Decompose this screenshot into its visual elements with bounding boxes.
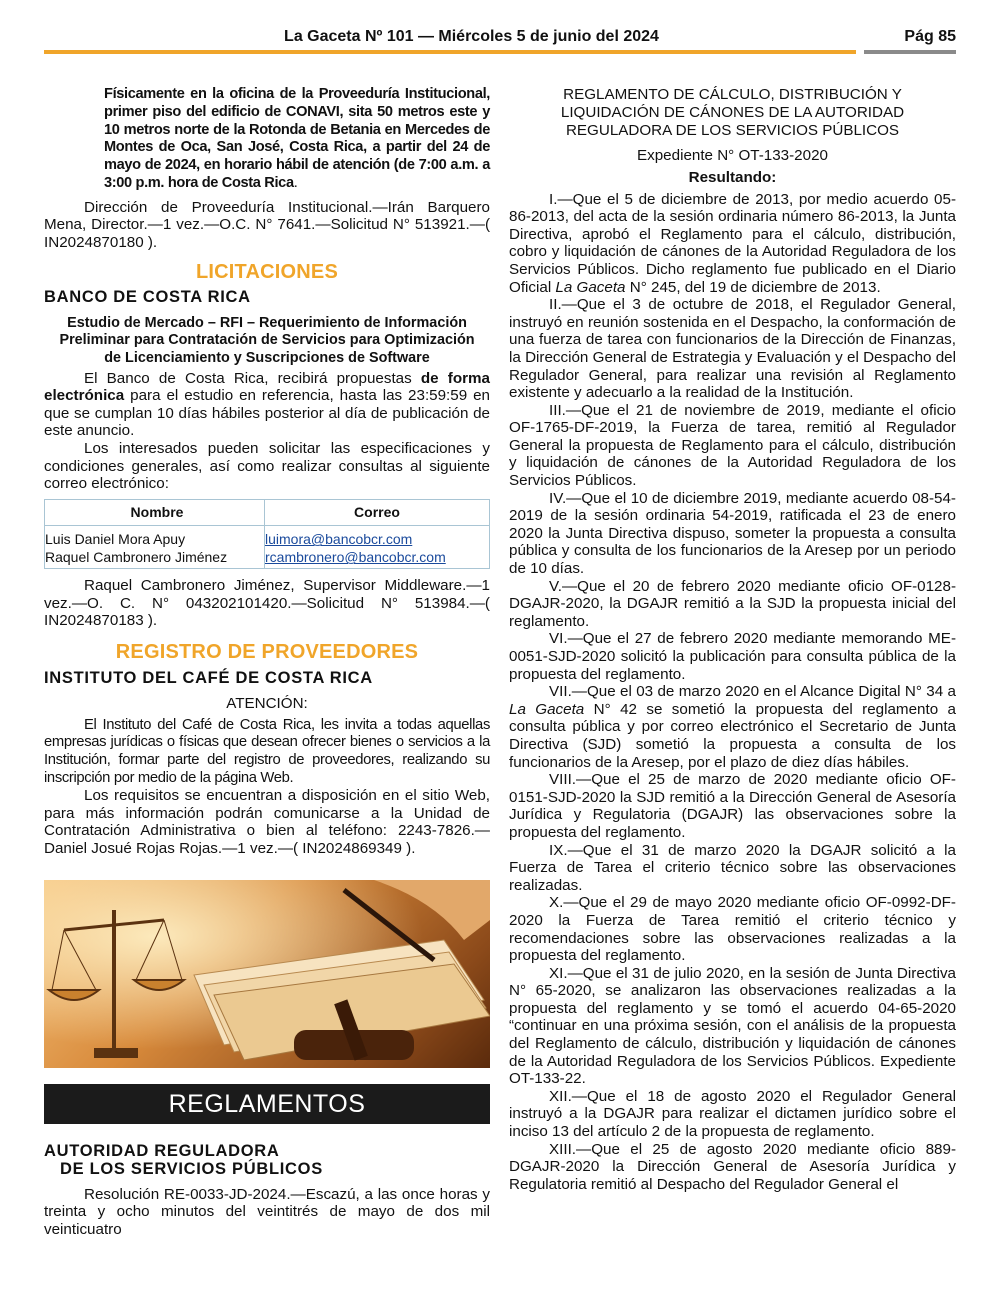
icafe-paragraph-2: Los requisitos se encuentran a disposición en el sitio Web, para más información podrán comunicarse a la Unidad de Contratación Administrativa o bien al teléfono: 2243-7826.—Daniel Josué Rojas Rojas.—1 vez.—( IN2024869349 ). — [44, 787, 490, 857]
resultando-viii: VIII.—Que el 25 de marzo de 2020 mediante oficio OF-0151-SJD-2020 la SJD remitió a la Dirección General de Asesoría Jurídica y Regulatoria (DGAJR) las observaciones sobre la propuesta del reglamento. — [509, 771, 956, 841]
page-number: Pág 85 — [904, 28, 956, 45]
bcr-p1-bold: de forma electrónica — [44, 369, 491, 405]
table-cell-emails — [265, 526, 489, 568]
resultando-heading: Resultando: — [688, 168, 777, 186]
reglamento-title: REGLAMENTO DE CÁLCULO, DISTRIBUCIÓN Y LIQUIDACIÓN DE CÁNONES DE LA AUTORIDAD REGULADORA DE LOS SERVICIOS PÚBLICOS — [560, 86, 905, 139]
justice-scale-gavel-image — [44, 880, 490, 1068]
p7-text: VII.—Que el 03 de marzo 2020 en el Alcance Digital N° 34 a — [549, 683, 956, 701]
section-licitaciones: LICITACIONES — [195, 260, 339, 283]
expediente: Expediente N° OT-133-2020 — [637, 147, 828, 165]
right-column — [509, 86, 956, 1193]
p1-text-end: N° 245, del 19 de diciembre de 2013. — [625, 278, 881, 296]
table-header-nombre: Nombre — [45, 500, 265, 527]
resultando-iv: IV.—Que el 10 de diciembre 2019, mediante acuerdo 08-54-2019 de la sesión ordinaria 54-2019, ratificada el 23 de enero 2020 la Junta Directiva dispuso, someter la propuesta a consulta pública y consulta de los funcionarios de la Aresep por un periodo de 10 días. — [509, 489, 956, 578]
signature-bcr: Raquel Cambronero Jiménez, Supervisor Middleware.—1 vez.—O. C. N° 043202101420.—Solicitud N° 513984.—( IN2024870183 ). — [44, 577, 490, 630]
resultando-vi: VI.—Que el 27 de febrero 2020 mediante memorando ME-0051-SJD-2020 solicitó la publicación para consulta pública de la propuesta del reglamento. — [509, 630, 956, 683]
table-header-row — [45, 500, 489, 527]
signature-proveeduria: Dirección de Proveeduría Institucional.—Irán Barquero Mena, Director.—1 vez.—O.C. N° 7641.—Solicitud N° 513921.—( IN2024870180 ). — [44, 198, 490, 251]
bcr-p1-a: El Banco de Costa Rica, recibirá propuestas — [84, 369, 421, 387]
agency-icafe: INSTITUTO DEL CAFÉ DE COSTA RICA — [44, 668, 373, 687]
header-title: La Gaceta Nº 101 — Miércoles 5 de junio del 2024 — [284, 28, 659, 45]
icafe-paragraph-1: El Instituto del Café de Costa Rica, les invita a todas aquellas empresas jurídicas o físicas que desean ofrecer bienes o servicios a la Institución, formar parte del registro de proveedores, realizando su inscripción por medio de la página Web. — [44, 716, 490, 786]
bcr-paragraph-1 — [44, 370, 490, 440]
resultando-x: X.—Que el 29 de mayo 2020 mediante oficio OF-0992-DF-2020 la Fuerza de Tarea remitió el criterio técnico y recomendaciones sobre las observaciones realizadas a la propuesta del reglamento. — [509, 894, 956, 965]
bcr-paragraph-2: Los interesados pueden solicitar las especificaciones y condiciones generales, así como realizar consultas al siguiente correo electrónico: — [44, 439, 490, 493]
contacts-table — [44, 499, 490, 570]
left-column — [44, 86, 490, 1238]
table-header-correo: Correo — [265, 500, 489, 527]
agency-aresep-line2: DE LOS SERVICIOS PÚBLICOS — [60, 1159, 323, 1178]
agency-aresep-line1: AUTORIDAD REGULADORA — [44, 1141, 280, 1160]
section-reglamentos-banner: REGLAMENTOS — [44, 1084, 490, 1124]
p1-italic: La Gaceta — [555, 278, 626, 296]
contact-name: Raquel Cambronero Jiménez — [45, 549, 228, 566]
estudio-title: Estudio de Mercado – RFI – Requerimiento de Información Preliminar para Contratación de Servicios para Optimización de Licenciamiento y Suscripciones de Software — [59, 314, 475, 366]
resultando-ii: II.—Que el 3 de octubre de 2018, el Regulador General, instruyó en reunión sostenida en el Despacho, la conformación de una fuerza de tarea con funcionarios de la Dirección de Finanzas, la Dirección General de Estrategia y Evaluación y el Despacho del Regulador General, para realizar una revisión al Reglamento existente y adecuarlo a la realidad de la Institución. — [509, 296, 956, 402]
page-header — [44, 22, 956, 56]
email-link[interactable]: luimora@bancobcr.com — [265, 531, 413, 548]
agency-bcr: BANCO DE COSTA RICA — [44, 288, 251, 307]
resultando-xii: XII.—Que el 18 de agosto 2020 el Regulador General instruyó a la DGAJR para realizar el dictamen jurídico sobre el inciso 13 del artículo 2 de la propuesta de reglamento. — [509, 1087, 956, 1141]
p7-italic: La Gaceta — [509, 700, 585, 718]
justice-image-illustration — [44, 880, 490, 1068]
table-cell-names — [45, 526, 265, 568]
resultando-xi: XI.—Que el 31 de julio 2020, en la sesión de Junta Directiva N° 65-2020, se analizaron las observaciones realizadas a la propuesta del reglamento y se tomó el acuerdo 04-65-2020 “continuar en una próxima sesión, con el análisis de la propuesta del Reglamento de cálculo, distribución y liquidación de cánones de la Autoridad Reguladora de los Servicios Públicos. Expediente OT-133-22. — [509, 964, 956, 1088]
resultando-i — [509, 191, 956, 297]
bcr-p1-c: para el estudio en referencia, hasta las 23:59:59 en que se cumplan 10 días hábiles posterior al día de publicación de este anuncio. — [44, 387, 490, 440]
resultando-v: V.—Que el 20 de febrero 2020 mediante oficio OF-0128-DGAJR-2020, la DGAJR remitió a la SJD la propuesta inicial del reglamento. — [509, 577, 956, 630]
contact-name: Luis Daniel Mora Apuy — [45, 531, 186, 548]
header-rule-gray — [864, 50, 956, 54]
email-link[interactable]: rcambronero@bancobcr.com — [265, 549, 446, 566]
atencion-label: ATENCIÓN: — [226, 695, 308, 713]
resolucion-paragraph: Resolución RE-0033-JD-2024.—Escazú, a las once horas y treinta y ocho minutos del veintitrés de mayo de dos mil veinticuatro — [44, 1185, 490, 1238]
p1-text: I.—Que el 5 de diciembre de 2013, por medio acuerdo 05-86-2013, del acta de la sesión ordinaria número 86-2013, la Junta Directiva, aprobó el Reglamento para el cálculo, distribución, cobro y liquidación de cánones de la Autoridad Reguladora de los Servicios Públicos. Dicho reglamento fue publicado en el Diario Oficial — [509, 190, 956, 296]
resultando-xiii: XIII.—Que el 25 de agosto 2020 mediante oficio 889-DGAJR-2020 la Dirección General de Asesoría Jurídica y Regulatoria remitió al Despacho del Regulador General el — [509, 1140, 956, 1193]
section-registro-proveedores: REGISTRO DE PROVEEDORES — [115, 641, 419, 664]
table-row — [45, 526, 489, 568]
resultando-iii: III.—Que el 21 de noviembre de 2019, mediante el oficio OF-1765-DF-2019, la Fuerza de tarea, remitió al Regulador General la propuesta de Reglamento para el cálculo, distribución y liquidación de cánones de la Autoridad Reguladora de los Servicios Públicos. — [509, 401, 956, 490]
intro-paragraph — [44, 86, 490, 193]
header-rule-orange — [44, 50, 856, 54]
intro-bold: Físicamente en la oficina de la Proveeduría Institucional, primer piso del edificio de CONAVI, sita 50 metros este y 10 metros norte de la Rotonda de Betania en Mercedes de Montes de Oca, San José, Costa Rica, a partir del 24 de mayo de 2024, en horario hábil de atención (de 7:00 a.m. a 3:00 p.m. hora de Costa Rica — [104, 86, 490, 191]
p7-text-end: N° 42 se sometió la propuesta del reglamento a consulta pública y por correo electrónico el Secretario de Junta Directiva (SJD) sometió la propuesta a consulta de los funcionarios de la Aresep, por el plazo de diez días hábiles. — [509, 700, 956, 771]
intro-end: . — [293, 174, 298, 191]
resultando-vii — [509, 683, 956, 771]
resultando-ix: IX.—Que el 31 de marzo 2020 la DGAJR solicitó a la Fuerza de Tarea el criterio técnico sobre las observaciones realizadas. — [509, 841, 956, 894]
